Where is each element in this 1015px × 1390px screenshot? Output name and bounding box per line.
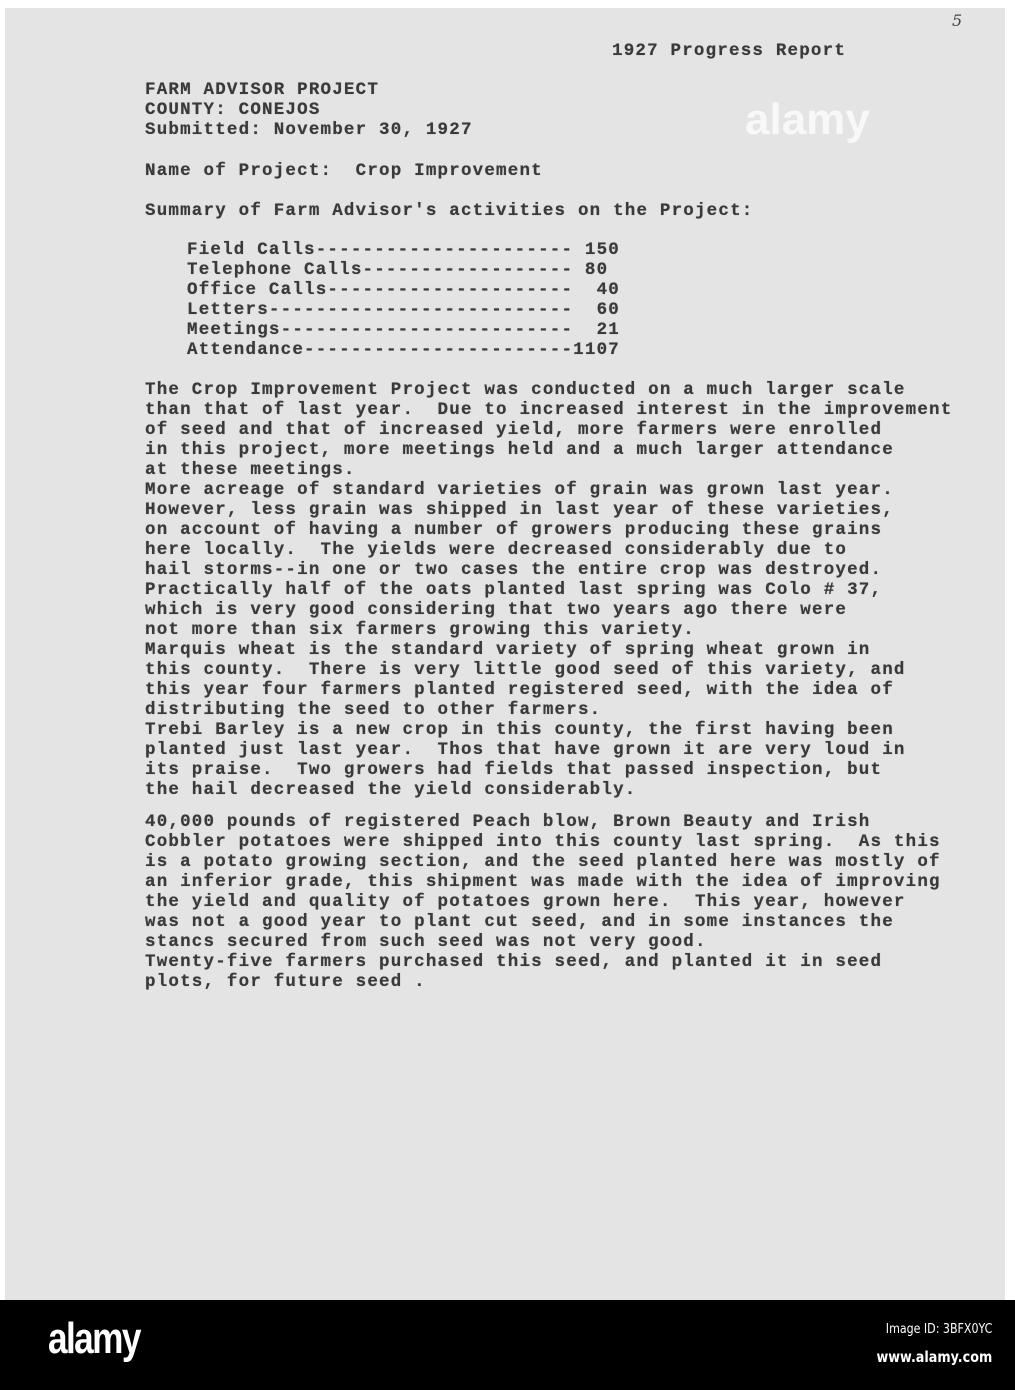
text-line: Practically half of the oats planted last spring was Colo # 37, [145,580,883,600]
alamy-logo: alamy [48,1314,140,1363]
text-line: Cobbler potatoes were shipped into this county last spring. As this [145,832,941,852]
text-line: at these meetings. [145,460,356,480]
text-line: this year four farmers planted registered seed, with the idea of [145,680,894,700]
tally-value: 40 [573,280,620,300]
text-line: in this project, more meetings held and a much larger attendance [145,440,894,460]
text-line: stancs secured from such seed was not very good. [145,932,707,952]
text-line: which is very good considering that two years ago there were [145,600,848,620]
text-line: planted just last year. Thos that have grown it are very loud in [145,740,906,760]
tally-leader: ---------------------- [315,240,574,260]
tally-label: Attendance [187,340,305,360]
text-line: is a potato growing section, and the seed planted here was mostly of [145,852,941,872]
text-line: hail storms--in one or two cases the entire crop was destroyed. [145,560,883,580]
tally-leader: ----------------------- [304,340,574,360]
summary-heading: Summary of Farm Advisor's activities on the Project: [145,201,754,221]
report-title: 1927 Progress Report [612,41,847,61]
text-line: plots, for future seed . [145,972,426,992]
text-line: was not a good year to plant cut seed, and in some instances the [145,912,894,932]
tally-row [187,280,620,300]
text-line: However, less grain was shipped in last year of these varieties, [145,500,894,520]
text-line: this county. There is very little good seed of this variety, and [145,660,906,680]
paragraph-1 [145,380,952,800]
text-line: than that of last year. Due to increased interest in the improvement [145,400,953,420]
header-block [145,80,473,140]
project-line: FARM ADVISOR PROJECT [145,80,380,100]
tally-leader: --------------------- [327,280,574,300]
footer-url: www.alamy.com [876,1348,992,1366]
text-line: Twenty-five farmers purchased this seed, and planted it in seed [145,952,883,972]
tally-row [187,340,620,360]
activity-tally [187,240,620,360]
tally-label: Meetings [187,320,281,340]
tally-label: Field Calls [187,240,316,260]
tally-label: Office Calls [187,280,328,300]
tally-label: Telephone Calls [187,260,363,280]
tally-leader: ------------------------- [280,320,574,340]
text-line: distributing the seed to other farmers. [145,700,602,720]
tally-row [187,240,620,260]
text-line: Trebi Barley is a new crop in this county, the first having been [145,720,894,740]
county-line: COUNTY: CONEJOS [145,100,321,120]
project-name: Name of Project: Crop Improvement [145,161,543,181]
text-line: 40,000 pounds of registered Peach blow, Brown Beauty and Irish [145,812,871,832]
tally-row [187,320,620,340]
submitted-line: Submitted: November 30, 1927 [145,120,473,140]
tally-value: 150 [573,240,620,260]
text-line: the yield and quality of potatoes grown here. This year, however [145,892,906,912]
tally-leader: -------------------------- [268,300,574,320]
text-line: on account of having a number of growers producing these grains [145,520,883,540]
paragraph-2 [145,812,941,992]
text-line: Marquis wheat is the standard variety of spring wheat grown in [145,640,871,660]
tally-value: 1107 [573,340,620,360]
tally-label: Letters [187,300,269,320]
text-line: The Crop Improvement Project was conducted on a much larger scale [145,380,906,400]
tally-leader: ------------------ [362,260,574,280]
tally-row [187,260,620,280]
tally-value: 21 [573,320,620,340]
tally-value: 60 [573,300,620,320]
page-number: 5 [952,11,963,30]
text-line: not more than six farmers growing this variety. [145,620,695,640]
tally-row [187,300,620,320]
tally-value: 80 [573,260,609,280]
watermark: alamy [745,95,870,144]
text-line: here locally. The yields were decreased considerably due to [145,540,848,560]
text-line: its praise. Two growers had fields that passed inspection, but [145,760,883,780]
text-line: the hail decreased the yield considerably. [145,780,637,800]
text-line: an inferior grade, this shipment was made with the idea of improving [145,872,941,892]
image-id: Image ID: 3BFX0YC [885,1322,992,1337]
text-line: More acreage of standard varieties of grain was grown last year. [145,480,894,500]
text-line: of seed and that of increased yield, more farmers were enrolled [145,420,883,440]
footer-bar [0,1300,1015,1390]
